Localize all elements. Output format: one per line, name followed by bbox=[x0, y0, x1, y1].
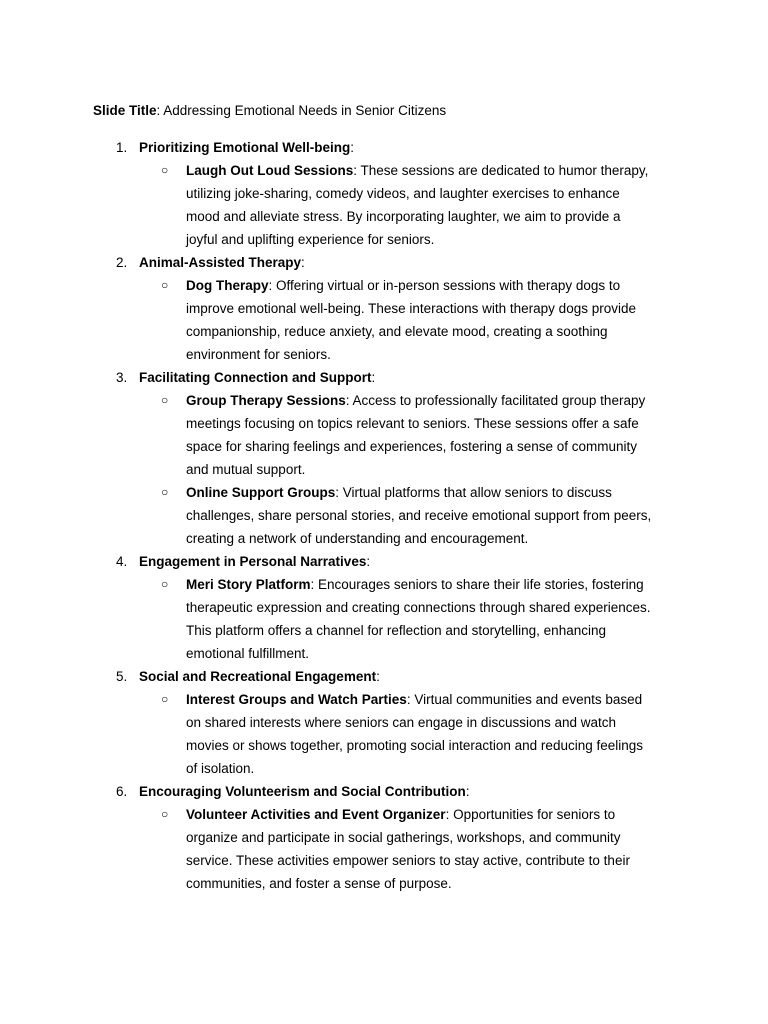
sub-bullet-first-text: : Opportunities for seniors to bbox=[445, 807, 616, 822]
list-item-heading-bold: Social and Recreational Engagement bbox=[139, 669, 377, 684]
slide-title-text: : Addressing Emotional Needs in Senior Citizens bbox=[156, 103, 447, 118]
sub-bullet-text bbox=[186, 803, 686, 895]
list-item-heading-suffix: : bbox=[371, 370, 376, 385]
list-item bbox=[0, 136, 768, 251]
list-item-heading-row bbox=[0, 251, 768, 274]
list-item-heading-row bbox=[0, 780, 768, 803]
slide-title bbox=[93, 99, 446, 122]
list-item-heading-row bbox=[0, 665, 768, 688]
list-item-heading bbox=[139, 665, 380, 688]
sub-bullet-item bbox=[0, 573, 768, 665]
sub-bullet-line: space for sharing feelings and experiences, fostering a sense of community bbox=[186, 439, 637, 454]
sub-bullet-item bbox=[0, 688, 768, 780]
sub-bullet-text bbox=[186, 389, 686, 481]
sub-bullet-first-line bbox=[186, 274, 686, 297]
sub-bullet-term: Online Support Groups bbox=[186, 485, 336, 500]
sub-bullet-term: Interest Groups and Watch Parties bbox=[186, 692, 407, 707]
list-item-heading bbox=[139, 251, 305, 274]
list-item bbox=[0, 780, 768, 895]
sub-bullet-item bbox=[0, 159, 768, 251]
sub-bullet-line: This platform offers a channel for reflection and storytelling, enhancing bbox=[186, 623, 606, 638]
sub-bullet-line: improve emotional well-being. These interactions with therapy dogs provide bbox=[186, 301, 636, 316]
sub-bullet-line: challenges, share personal stories, and receive emotional support from peers, bbox=[186, 508, 652, 523]
list-item-number: 2. bbox=[116, 255, 128, 270]
list-item-number: 1. bbox=[116, 140, 128, 155]
list-item-number: 6. bbox=[116, 784, 128, 799]
list-item-heading-row bbox=[0, 550, 768, 573]
hollow-circle-bullet-icon: ○ bbox=[161, 485, 169, 499]
sub-bullet-line: utilizing joke-sharing, comedy videos, and laughter exercises to enhance bbox=[186, 186, 620, 201]
sub-bullet-line: and mutual support. bbox=[186, 462, 306, 477]
sub-bullet-line: mood and alleviate stress. By incorporating laughter, we aim to provide a bbox=[186, 209, 621, 224]
sub-bullet-line: meetings focusing on topics relevant to seniors. These sessions offer a safe bbox=[186, 416, 639, 431]
sub-bullet-line: movies or shows together, promoting social interaction and reducing feelings bbox=[186, 738, 644, 753]
sub-bullet-first-text: : Encourages seniors to share their life stories, fostering bbox=[310, 577, 644, 592]
sub-bullet-line: communities, and foster a sense of purpose. bbox=[186, 876, 452, 891]
sub-bullet-first-text: : Access to professionally facilitated group therapy bbox=[345, 393, 646, 408]
list-item-heading-suffix: : bbox=[376, 669, 380, 684]
list-item-heading bbox=[139, 366, 375, 389]
list-item-number: 3. bbox=[116, 370, 128, 385]
sub-bullet-line: on shared interests where seniors can engage in discussions and watch bbox=[186, 715, 617, 730]
sub-bullet-line: of isolation. bbox=[186, 761, 255, 776]
sub-bullet-term: Laugh Out Loud Sessions bbox=[186, 163, 354, 178]
list-item-heading-bold: Prioritizing Emotional Well-being bbox=[139, 140, 351, 155]
sub-bullet-first-text: : These sessions are dedicated to humor therapy, bbox=[353, 163, 649, 178]
sub-bullet-item bbox=[0, 389, 768, 481]
sub-bullet-text bbox=[186, 481, 686, 550]
list-item bbox=[0, 665, 768, 780]
list-item-heading-suffix: : bbox=[301, 255, 305, 270]
hollow-circle-bullet-icon: ○ bbox=[161, 692, 169, 706]
sub-bullet-first-line bbox=[186, 573, 686, 596]
sub-bullet-line: therapeutic expression and creating connections through shared experiences. bbox=[186, 600, 651, 615]
sub-bullet-text bbox=[186, 159, 686, 251]
sub-bullet-item bbox=[0, 481, 768, 550]
list-item-heading-suffix: : bbox=[350, 140, 355, 155]
list-item-heading-row bbox=[0, 136, 768, 159]
list-item-number: 4. bbox=[116, 554, 128, 569]
sub-bullet-line: joyful and uplifting experience for seniors. bbox=[186, 232, 435, 247]
sub-bullet-line: creating a network of understanding and encouragement. bbox=[186, 531, 529, 546]
sub-bullet-first-line bbox=[186, 481, 686, 504]
list-item bbox=[0, 366, 768, 550]
list-item-heading-bold: Animal-Assisted Therapy bbox=[139, 255, 302, 270]
list-item-heading-suffix: : bbox=[465, 784, 470, 799]
sub-bullet-first-text: : Virtual communities and events based bbox=[406, 692, 643, 707]
slide-title-prefix: Slide Title bbox=[93, 103, 157, 118]
list-item bbox=[0, 251, 768, 366]
sub-bullet-first-text: : Offering virtual or in-person sessions with therapy dogs to bbox=[268, 278, 621, 293]
list-item-heading-bold: Encouraging Volunteerism and Social Contribution bbox=[139, 784, 466, 799]
list-item-heading bbox=[139, 550, 370, 573]
hollow-circle-bullet-icon: ○ bbox=[161, 807, 169, 821]
sub-bullet-term: Meri Story Platform bbox=[186, 577, 311, 592]
list-item-heading-bold: Facilitating Connection and Support bbox=[139, 370, 372, 385]
list-item-heading bbox=[139, 136, 354, 159]
sub-bullet-first-line bbox=[186, 389, 686, 412]
list-item-heading-row bbox=[0, 366, 768, 389]
sub-bullet-line: companionship, reduce anxiety, and elevate mood, creating a soothing bbox=[186, 324, 608, 339]
sub-bullet-term: Dog Therapy bbox=[186, 278, 269, 293]
hollow-circle-bullet-icon: ○ bbox=[161, 393, 169, 407]
sub-bullet-text bbox=[186, 274, 686, 366]
list-item-heading bbox=[139, 780, 470, 803]
sub-bullet-item bbox=[0, 274, 768, 366]
sub-bullet-line: emotional fulfillment. bbox=[186, 646, 310, 661]
sub-bullet-line: service. These activities empower seniors to stay active, contribute to their bbox=[186, 853, 630, 868]
sub-bullet-first-line bbox=[186, 803, 686, 826]
list-item-number: 5. bbox=[116, 669, 128, 684]
sub-bullet-first-text: : Virtual platforms that allow seniors to discuss bbox=[335, 485, 612, 500]
sub-bullet-line: organize and participate in social gatherings, workshops, and community bbox=[186, 830, 621, 845]
sub-bullet-text bbox=[186, 573, 686, 665]
hollow-circle-bullet-icon: ○ bbox=[161, 577, 169, 591]
sub-bullet-text bbox=[186, 688, 686, 780]
list-item bbox=[0, 550, 768, 665]
list-item-heading-bold: Engagement in Personal Narratives bbox=[139, 554, 367, 569]
hollow-circle-bullet-icon: ○ bbox=[161, 278, 169, 292]
hollow-circle-bullet-icon: ○ bbox=[161, 163, 169, 177]
list-item-heading-suffix: : bbox=[366, 554, 371, 569]
sub-bullet-first-line bbox=[186, 159, 686, 182]
numbered-list bbox=[0, 136, 768, 895]
sub-bullet-line: environment for seniors. bbox=[186, 347, 331, 362]
sub-bullet-term: Group Therapy Sessions bbox=[186, 393, 346, 408]
sub-bullet-item bbox=[0, 803, 768, 895]
sub-bullet-term: Volunteer Activities and Event Organizer bbox=[186, 807, 446, 822]
sub-bullet-first-line bbox=[186, 688, 686, 711]
